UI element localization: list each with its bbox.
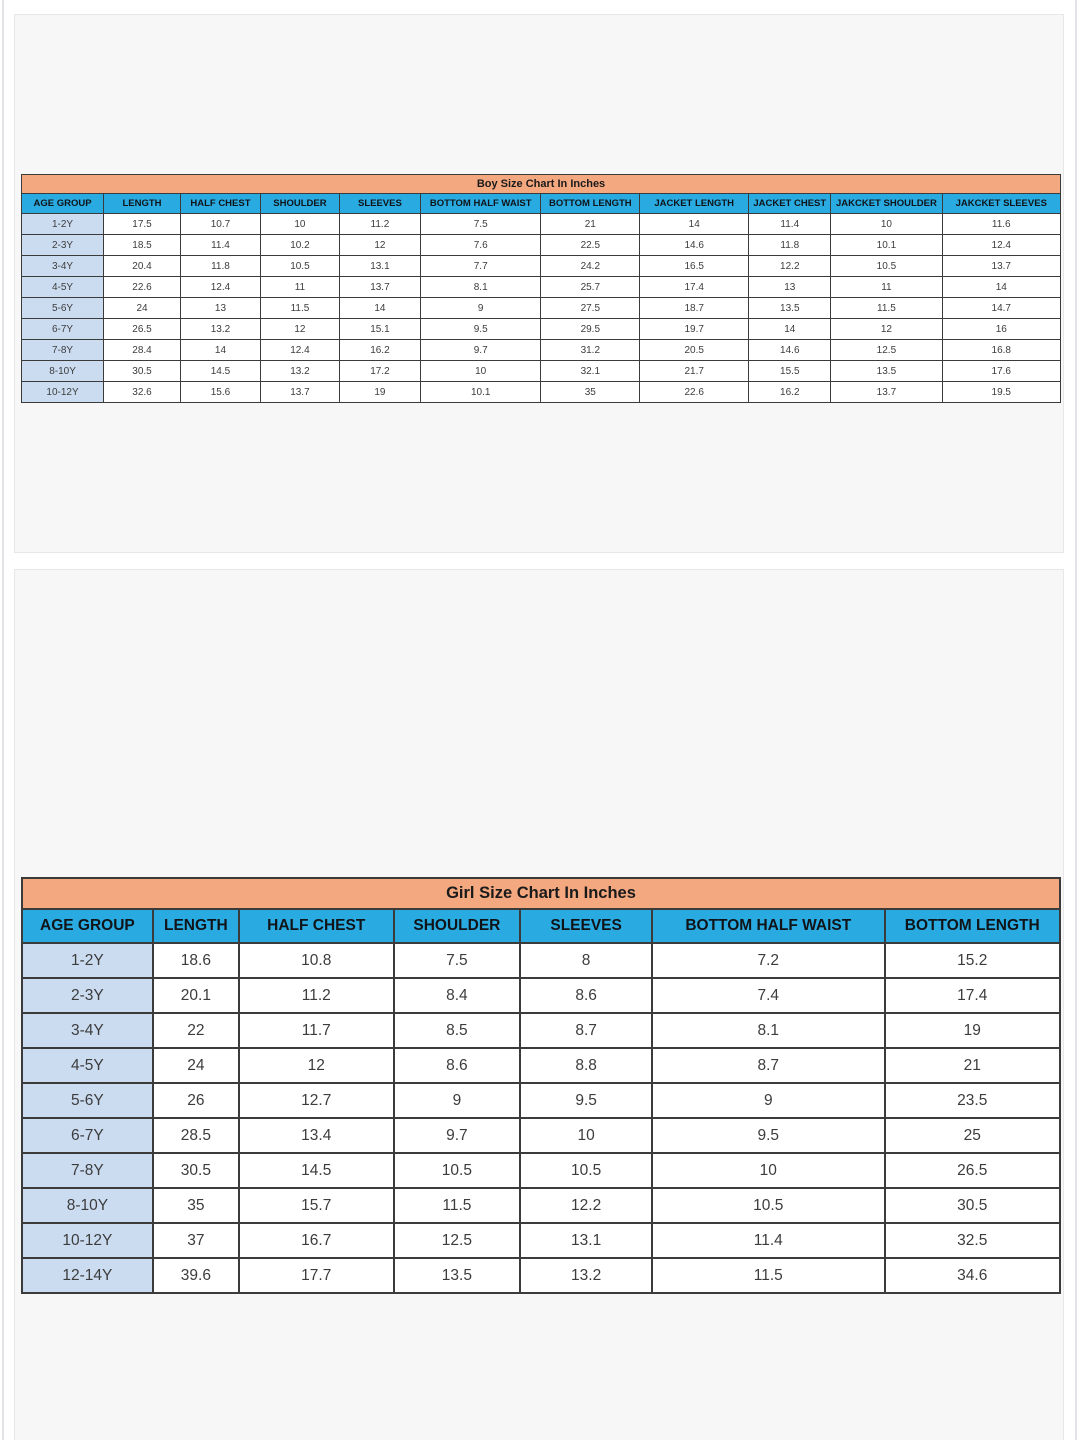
data-cell: 21.7 (640, 361, 749, 382)
data-cell: 31.2 (541, 340, 640, 361)
age-group-cell: 1-2Y (22, 214, 104, 235)
data-cell: 8.5 (394, 1013, 521, 1048)
data-cell: 17.2 (339, 361, 420, 382)
data-cell: 17.7 (239, 1258, 394, 1293)
boy-chart-row-10-12y (22, 382, 1061, 403)
data-cell: 14 (640, 214, 749, 235)
age-group-cell: 5-6Y (22, 298, 104, 319)
data-cell: 12.2 (520, 1188, 652, 1223)
data-cell: 11.2 (239, 978, 394, 1013)
data-cell: 13.4 (239, 1118, 394, 1153)
data-cell: 14.5 (239, 1153, 394, 1188)
boy-chart-header-bottom-length: BOTTOM LENGTH (541, 194, 640, 214)
data-cell: 13.2 (180, 319, 260, 340)
boy-chart-row-1-2y (22, 214, 1061, 235)
data-cell: 10 (420, 361, 541, 382)
data-cell: 26 (153, 1083, 239, 1118)
data-cell: 7.4 (652, 978, 885, 1013)
data-cell: 15.5 (749, 361, 831, 382)
girl-chart-row-12-14y (22, 1258, 1060, 1293)
data-cell: 7.5 (394, 943, 521, 978)
data-cell: 27.5 (541, 298, 640, 319)
data-cell: 17.4 (640, 277, 749, 298)
data-cell: 11.5 (652, 1258, 885, 1293)
boy-chart-title-row (22, 175, 1061, 194)
data-cell: 13.7 (831, 382, 942, 403)
girl-chart-card (14, 569, 1064, 1440)
data-cell: 11.4 (749, 214, 831, 235)
girl-chart-row-1-2y (22, 943, 1060, 978)
data-cell: 19 (339, 382, 420, 403)
data-cell: 19.7 (640, 319, 749, 340)
data-cell: 11.4 (180, 235, 260, 256)
data-cell: 16.8 (942, 340, 1061, 361)
data-cell: 37 (153, 1223, 239, 1258)
data-cell: 20.5 (640, 340, 749, 361)
age-group-cell: 8-10Y (22, 361, 104, 382)
data-cell: 11 (260, 277, 339, 298)
data-cell: 21 (885, 1048, 1060, 1083)
data-cell: 12.5 (831, 340, 942, 361)
data-cell: 11.8 (180, 256, 260, 277)
data-cell: 12 (260, 319, 339, 340)
data-cell: 10.5 (652, 1188, 885, 1223)
data-cell: 11.5 (260, 298, 339, 319)
data-cell: 14 (339, 298, 420, 319)
data-cell: 13.5 (831, 361, 942, 382)
data-cell: 13.5 (394, 1258, 521, 1293)
boy-chart-header-jacket-chest: JACKET CHEST (749, 194, 831, 214)
data-cell: 22 (153, 1013, 239, 1048)
boy-chart-row-8-10y (22, 361, 1061, 382)
data-cell: 10.5 (260, 256, 339, 277)
data-cell: 10.1 (831, 235, 942, 256)
data-cell: 7.5 (420, 214, 541, 235)
data-cell: 13.2 (260, 361, 339, 382)
data-cell: 13.5 (749, 298, 831, 319)
data-cell: 28.4 (104, 340, 181, 361)
data-cell: 8.1 (420, 277, 541, 298)
data-cell: 25.7 (541, 277, 640, 298)
data-cell: 30.5 (104, 361, 181, 382)
data-cell: 8.4 (394, 978, 521, 1013)
age-group-cell: 7-8Y (22, 340, 104, 361)
data-cell: 8.6 (394, 1048, 521, 1083)
data-cell: 18.7 (640, 298, 749, 319)
data-cell: 7.6 (420, 235, 541, 256)
boy-chart-row-6-7y (22, 319, 1061, 340)
data-cell: 11.4 (652, 1223, 885, 1258)
age-group-cell: 3-4Y (22, 1013, 153, 1048)
age-group-cell: 4-5Y (22, 1048, 153, 1083)
data-cell: 39.6 (153, 1258, 239, 1293)
data-cell: 19.5 (942, 382, 1061, 403)
girl-chart-header-bottom-length: BOTTOM LENGTH (885, 909, 1060, 943)
data-cell: 19 (885, 1013, 1060, 1048)
boy-chart-header-sleeves: SLEEVES (339, 194, 420, 214)
data-cell: 10.5 (394, 1153, 521, 1188)
girl-chart-header-age-group: AGE GROUP (22, 909, 153, 943)
girl-chart-row-3-4y (22, 1013, 1060, 1048)
girl-chart-row-10-12y (22, 1223, 1060, 1258)
data-cell: 22.5 (541, 235, 640, 256)
data-cell: 16.2 (749, 382, 831, 403)
age-group-cell: 12-14Y (22, 1258, 153, 1293)
data-cell: 13.2 (520, 1258, 652, 1293)
data-cell: 11.6 (942, 214, 1061, 235)
boy-chart-header-length: LENGTH (104, 194, 181, 214)
data-cell: 12.4 (942, 235, 1061, 256)
data-cell: 12 (239, 1048, 394, 1083)
boy-chart-header-jakcket-shoulder: JAKCKET SHOULDER (831, 194, 942, 214)
age-group-cell: 10-12Y (22, 1223, 153, 1258)
data-cell: 7.7 (420, 256, 541, 277)
data-cell: 13.1 (339, 256, 420, 277)
data-cell: 20.4 (104, 256, 181, 277)
age-group-cell: 4-5Y (22, 277, 104, 298)
data-cell: 12.7 (239, 1083, 394, 1118)
boy-chart-header-row (22, 194, 1061, 214)
data-cell: 24 (104, 298, 181, 319)
page-right-edge (1075, 0, 1077, 1440)
girl-chart-header-half-chest: HALF CHEST (239, 909, 394, 943)
girl-size-table (21, 877, 1061, 1294)
girl-chart-header-bottom-half-waist: BOTTOM HALF WAIST (652, 909, 885, 943)
data-cell: 9 (652, 1083, 885, 1118)
data-cell: 16.2 (339, 340, 420, 361)
data-cell: 14 (749, 319, 831, 340)
data-cell: 9.7 (394, 1118, 521, 1153)
data-cell: 34.6 (885, 1258, 1060, 1293)
data-cell: 10.5 (831, 256, 942, 277)
boy-chart-title: Boy Size Chart In Inches (22, 175, 1061, 194)
data-cell: 13 (180, 298, 260, 319)
data-cell: 12 (831, 319, 942, 340)
data-cell: 11.7 (239, 1013, 394, 1048)
data-cell: 12.4 (180, 277, 260, 298)
data-cell: 18.6 (153, 943, 239, 978)
data-cell: 11.5 (831, 298, 942, 319)
data-cell: 12.4 (260, 340, 339, 361)
data-cell: 24.2 (541, 256, 640, 277)
data-cell: 9.5 (420, 319, 541, 340)
girl-chart-row-7-8y (22, 1153, 1060, 1188)
boy-chart-card (14, 14, 1064, 553)
data-cell: 10.8 (239, 943, 394, 978)
data-cell: 22.6 (104, 277, 181, 298)
girl-chart-row-5-6y (22, 1083, 1060, 1118)
age-group-cell: 1-2Y (22, 943, 153, 978)
boy-chart-row-5-6y (22, 298, 1061, 319)
data-cell: 10.5 (520, 1153, 652, 1188)
data-cell: 8.1 (652, 1013, 885, 1048)
data-cell: 8 (520, 943, 652, 978)
boy-chart-row-2-3y (22, 235, 1061, 256)
data-cell: 9.5 (520, 1083, 652, 1118)
data-cell: 10.2 (260, 235, 339, 256)
data-cell: 18.5 (104, 235, 181, 256)
data-cell: 12.2 (749, 256, 831, 277)
data-cell: 9 (394, 1083, 521, 1118)
age-group-cell: 2-3Y (22, 235, 104, 256)
data-cell: 35 (153, 1188, 239, 1223)
data-cell: 10.7 (180, 214, 260, 235)
data-cell: 15.6 (180, 382, 260, 403)
boy-chart-header-age-group: AGE GROUP (22, 194, 104, 214)
data-cell: 30.5 (885, 1188, 1060, 1223)
data-cell: 8.7 (520, 1013, 652, 1048)
data-cell: 13.7 (260, 382, 339, 403)
data-cell: 14.6 (749, 340, 831, 361)
age-group-cell: 5-6Y (22, 1083, 153, 1118)
data-cell: 8.7 (652, 1048, 885, 1083)
data-cell: 11.2 (339, 214, 420, 235)
age-group-cell: 6-7Y (22, 319, 104, 340)
data-cell: 32.5 (885, 1223, 1060, 1258)
boy-chart-header-half-chest: HALF CHEST (180, 194, 260, 214)
data-cell: 14.5 (180, 361, 260, 382)
girl-chart-row-2-3y (22, 978, 1060, 1013)
data-cell: 10 (520, 1118, 652, 1153)
girl-chart-row-8-10y (22, 1188, 1060, 1223)
data-cell: 11.8 (749, 235, 831, 256)
data-cell: 16.5 (640, 256, 749, 277)
boy-size-table (21, 174, 1061, 403)
boy-chart-header-jacket-length: JACKET LENGTH (640, 194, 749, 214)
data-cell: 9.7 (420, 340, 541, 361)
data-cell: 13.1 (520, 1223, 652, 1258)
data-cell: 13.7 (942, 256, 1061, 277)
data-cell: 21 (541, 214, 640, 235)
boy-chart-row-4-5y (22, 277, 1061, 298)
data-cell: 26.5 (885, 1153, 1060, 1188)
data-cell: 10 (652, 1153, 885, 1188)
data-cell: 13 (749, 277, 831, 298)
data-cell: 14.7 (942, 298, 1061, 319)
data-cell: 23.5 (885, 1083, 1060, 1118)
data-cell: 14.6 (640, 235, 749, 256)
boy-chart-header-shoulder: SHOULDER (260, 194, 339, 214)
data-cell: 14 (942, 277, 1061, 298)
data-cell: 8.8 (520, 1048, 652, 1083)
data-cell: 14 (180, 340, 260, 361)
data-cell: 10 (831, 214, 942, 235)
girl-chart-header-shoulder: SHOULDER (394, 909, 521, 943)
data-cell: 10.1 (420, 382, 541, 403)
data-cell: 12.5 (394, 1223, 521, 1258)
data-cell: 11 (831, 277, 942, 298)
data-cell: 8.6 (520, 978, 652, 1013)
data-cell: 35 (541, 382, 640, 403)
page-left-edge (2, 0, 4, 1440)
boy-chart-header-bottom-half-waist: BOTTOM HALF WAIST (420, 194, 541, 214)
data-cell: 13.7 (339, 277, 420, 298)
age-group-cell: 8-10Y (22, 1188, 153, 1223)
age-group-cell: 2-3Y (22, 978, 153, 1013)
data-cell: 11.5 (394, 1188, 521, 1223)
data-cell: 17.5 (104, 214, 181, 235)
data-cell: 26.5 (104, 319, 181, 340)
data-cell: 12 (339, 235, 420, 256)
data-cell: 15.1 (339, 319, 420, 340)
girl-chart-title: Girl Size Chart In Inches (22, 878, 1060, 909)
girl-chart-row-6-7y (22, 1118, 1060, 1153)
data-cell: 9.5 (652, 1118, 885, 1153)
data-cell: 32.1 (541, 361, 640, 382)
age-group-cell: 10-12Y (22, 382, 104, 403)
girl-chart-row-4-5y (22, 1048, 1060, 1083)
girl-chart-header-sleeves: SLEEVES (520, 909, 652, 943)
age-group-cell: 6-7Y (22, 1118, 153, 1153)
boy-chart-header-jakcket-sleeves: JAKCKET SLEEVES (942, 194, 1061, 214)
girl-chart-title-row (22, 878, 1060, 909)
boy-chart-row-7-8y (22, 340, 1061, 361)
data-cell: 17.4 (885, 978, 1060, 1013)
data-cell: 7.2 (652, 943, 885, 978)
data-cell: 16 (942, 319, 1061, 340)
boy-chart-row-3-4y (22, 256, 1061, 277)
data-cell: 17.6 (942, 361, 1061, 382)
girl-chart-header-length: LENGTH (153, 909, 239, 943)
data-cell: 15.2 (885, 943, 1060, 978)
age-group-cell: 7-8Y (22, 1153, 153, 1188)
data-cell: 32.6 (104, 382, 181, 403)
data-cell: 25 (885, 1118, 1060, 1153)
data-cell: 29.5 (541, 319, 640, 340)
girl-chart-header-row (22, 909, 1060, 943)
data-cell: 9 (420, 298, 541, 319)
data-cell: 28.5 (153, 1118, 239, 1153)
age-group-cell: 3-4Y (22, 256, 104, 277)
data-cell: 15.7 (239, 1188, 394, 1223)
data-cell: 20.1 (153, 978, 239, 1013)
data-cell: 30.5 (153, 1153, 239, 1188)
data-cell: 16.7 (239, 1223, 394, 1258)
data-cell: 10 (260, 214, 339, 235)
data-cell: 24 (153, 1048, 239, 1083)
data-cell: 22.6 (640, 382, 749, 403)
